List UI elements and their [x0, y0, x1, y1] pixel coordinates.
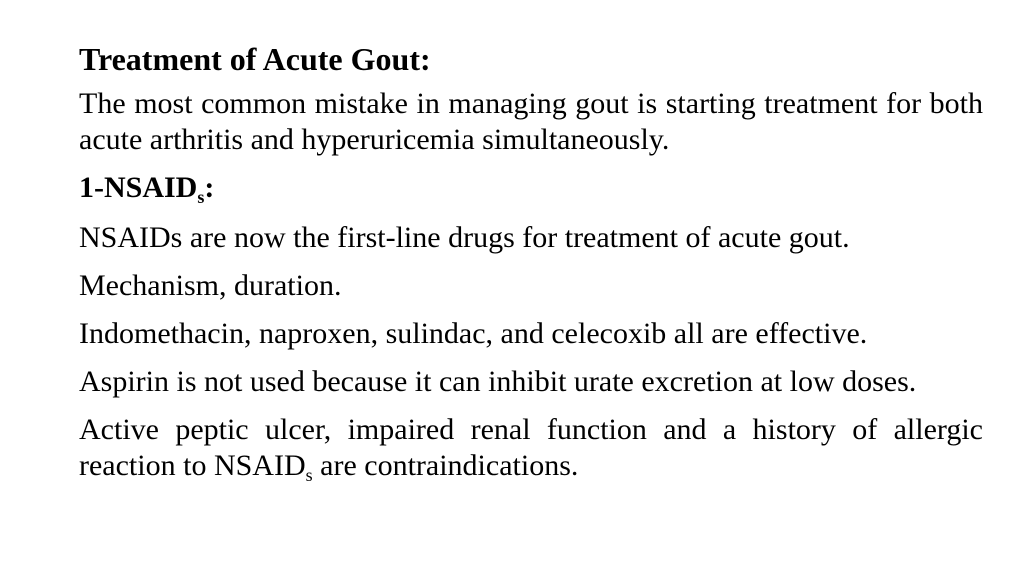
contraindications-subscript: s [305, 465, 313, 485]
point-aspirin: Aspirin is not used because it can inhibit urate excretion at low doses. [79, 365, 917, 398]
section-heading-suffix: : [204, 171, 215, 204]
section-heading-nsaids [79, 170, 983, 206]
point-agents: Indomethacin, naproxen, sulindac, and celecoxib all are effective. [79, 317, 868, 350]
section-heading-prefix: 1-NSAID [79, 171, 198, 204]
nsaid-points [79, 220, 983, 484]
contraindications-suffix: are contraindications. [312, 449, 579, 482]
point-first-line: NSAIDs are now the first-line drugs for treatment of acute gout. [79, 221, 850, 254]
slide-content [79, 38, 983, 484]
point-contraindications [79, 412, 983, 484]
slide-title: Treatment of Acute Gout: [79, 41, 431, 77]
section-heading-subscript: s [197, 187, 205, 207]
intro-paragraph: The most common mistake in managing gout is starting treatment for both acute arthritis and hyperuricemia simultaneously. [79, 87, 983, 156]
contraindications-text: Active peptic ulcer, impaired renal function and a history of allergic reaction to NSAID [79, 413, 983, 482]
point-mechanism: Mechanism, duration. [79, 269, 342, 302]
